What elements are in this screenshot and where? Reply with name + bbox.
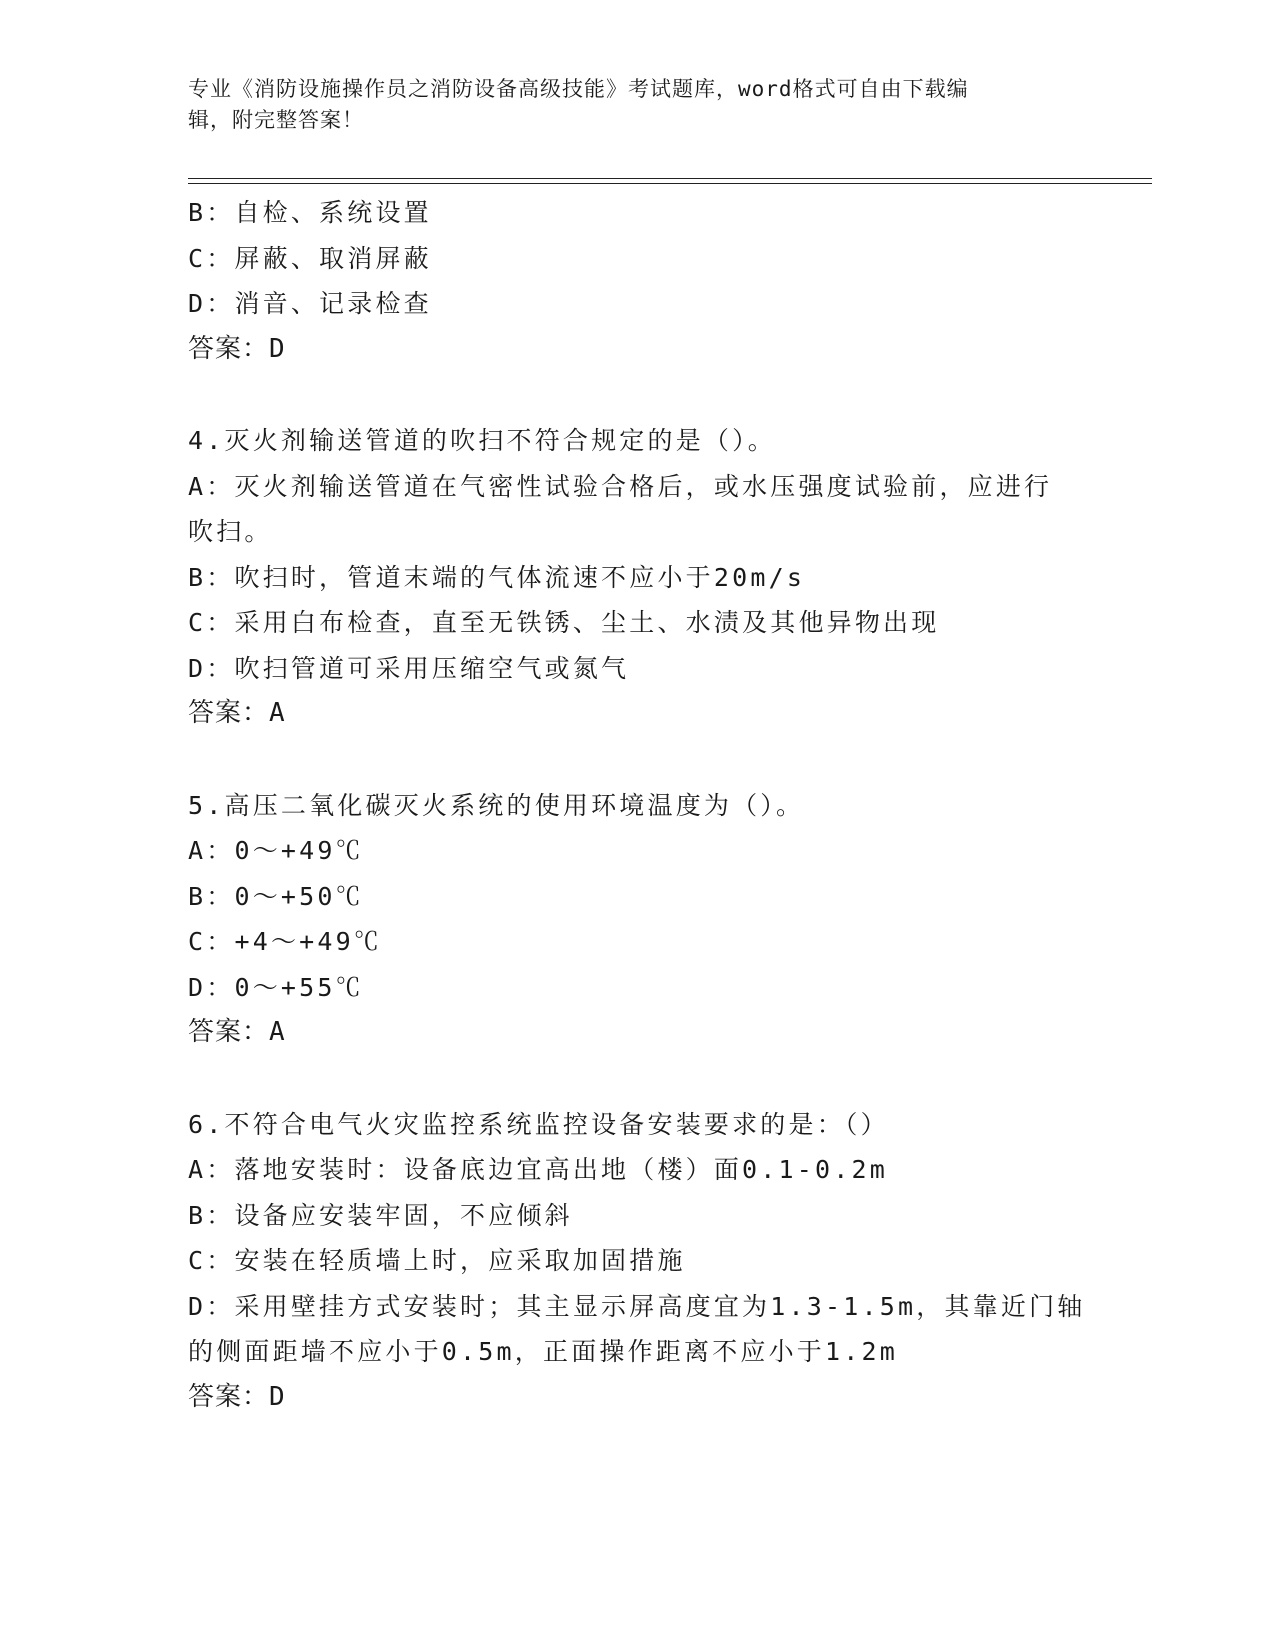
question-4-answer: [188, 691, 1088, 737]
question-3-block: [188, 190, 1088, 372]
header-line-2: 辑，附完整答案！: [188, 108, 364, 132]
question-4-option-b: B：吹扫时，管道末端的气体流速不应小于20m/s: [188, 562, 806, 592]
answer-label: 答案：: [188, 698, 270, 728]
question-6-option-d-line-2: 的侧面距墙不应小于0.5m，正面操作距离不应小于1.2m: [188, 1337, 899, 1366]
question-6-block: [188, 1102, 1088, 1421]
question-3-answer: [188, 327, 1088, 373]
question-5-option-d: D：0～+55℃: [188, 972, 364, 1002]
header-divider-bottom: [188, 183, 1152, 184]
question-5-answer: [188, 1010, 1088, 1056]
spacer: [188, 1056, 1088, 1102]
question-3-option-d: D：消音、记录检查: [188, 289, 432, 318]
answer-value: D: [269, 1381, 286, 1412]
header-line-1: 专业《消防设施操作员之消防设备高级技能》考试题库，word格式可自由下载编: [188, 77, 969, 101]
question-6-answer: [188, 1375, 1088, 1421]
question-4-option-a-line-1: A：灭火剂输送管道在气密性试验合格后，或水压强度试验前，应进行: [188, 471, 1053, 501]
question-6-option-c: C：安装在轻质墙上时，应采取加固措施: [188, 1246, 686, 1275]
answer-value: D: [269, 333, 286, 364]
question-5-text: 5.高压二氧化碳灭火系统的使用环境温度为（）。: [188, 790, 805, 820]
question-6-text: 6.不符合电气火灾监控系统监控设备安装要求的是：（）: [188, 1109, 889, 1139]
question-5-option-a: A：0～+49℃: [188, 836, 364, 865]
question-list: [188, 190, 1088, 1420]
answer-label: 答案：: [188, 1381, 270, 1412]
question-4-option-c: C：采用白布检查，直至无铁锈、尘土、水渍及其他异物出现: [188, 608, 940, 637]
header-divider-top: [188, 178, 1152, 179]
question-6-option-a: A：落地安装时：设备底边宜高出地（楼）面0.1-0.2m: [188, 1155, 889, 1184]
answer-label: 答案：: [188, 1017, 270, 1047]
question-6-option-d-line-1: D：采用壁挂方式安装时；其主显示屏高度宜为1.3-1.5m，其靠近门轴: [188, 1291, 1086, 1321]
question-3-option-c: C：屏蔽、取消屏蔽: [188, 243, 432, 273]
question-5-block: [188, 783, 1088, 1056]
answer-value: A: [269, 1017, 286, 1047]
spacer: [188, 737, 1088, 783]
question-4-block: [188, 418, 1088, 737]
question-5-option-b: B：0～+50℃: [188, 881, 364, 911]
question-3-option-b: B：自检、系统设置: [188, 198, 432, 227]
question-4-option-a-line-2: 吹扫。: [188, 517, 273, 546]
question-4-text: 4.灭火剂输送管道的吹扫不符合规定的是（）。: [188, 426, 777, 455]
document-header: [188, 74, 1068, 136]
answer-label: 答案：: [188, 333, 270, 364]
question-5-option-c: C：+4～+49℃: [188, 927, 383, 956]
answer-value: A: [269, 698, 286, 728]
question-4-option-d: D：吹扫管道可采用压缩空气或氮气: [188, 653, 630, 683]
spacer: [188, 372, 1088, 418]
question-6-option-b: B：设备应安装牢固，不应倾斜: [188, 1200, 573, 1230]
